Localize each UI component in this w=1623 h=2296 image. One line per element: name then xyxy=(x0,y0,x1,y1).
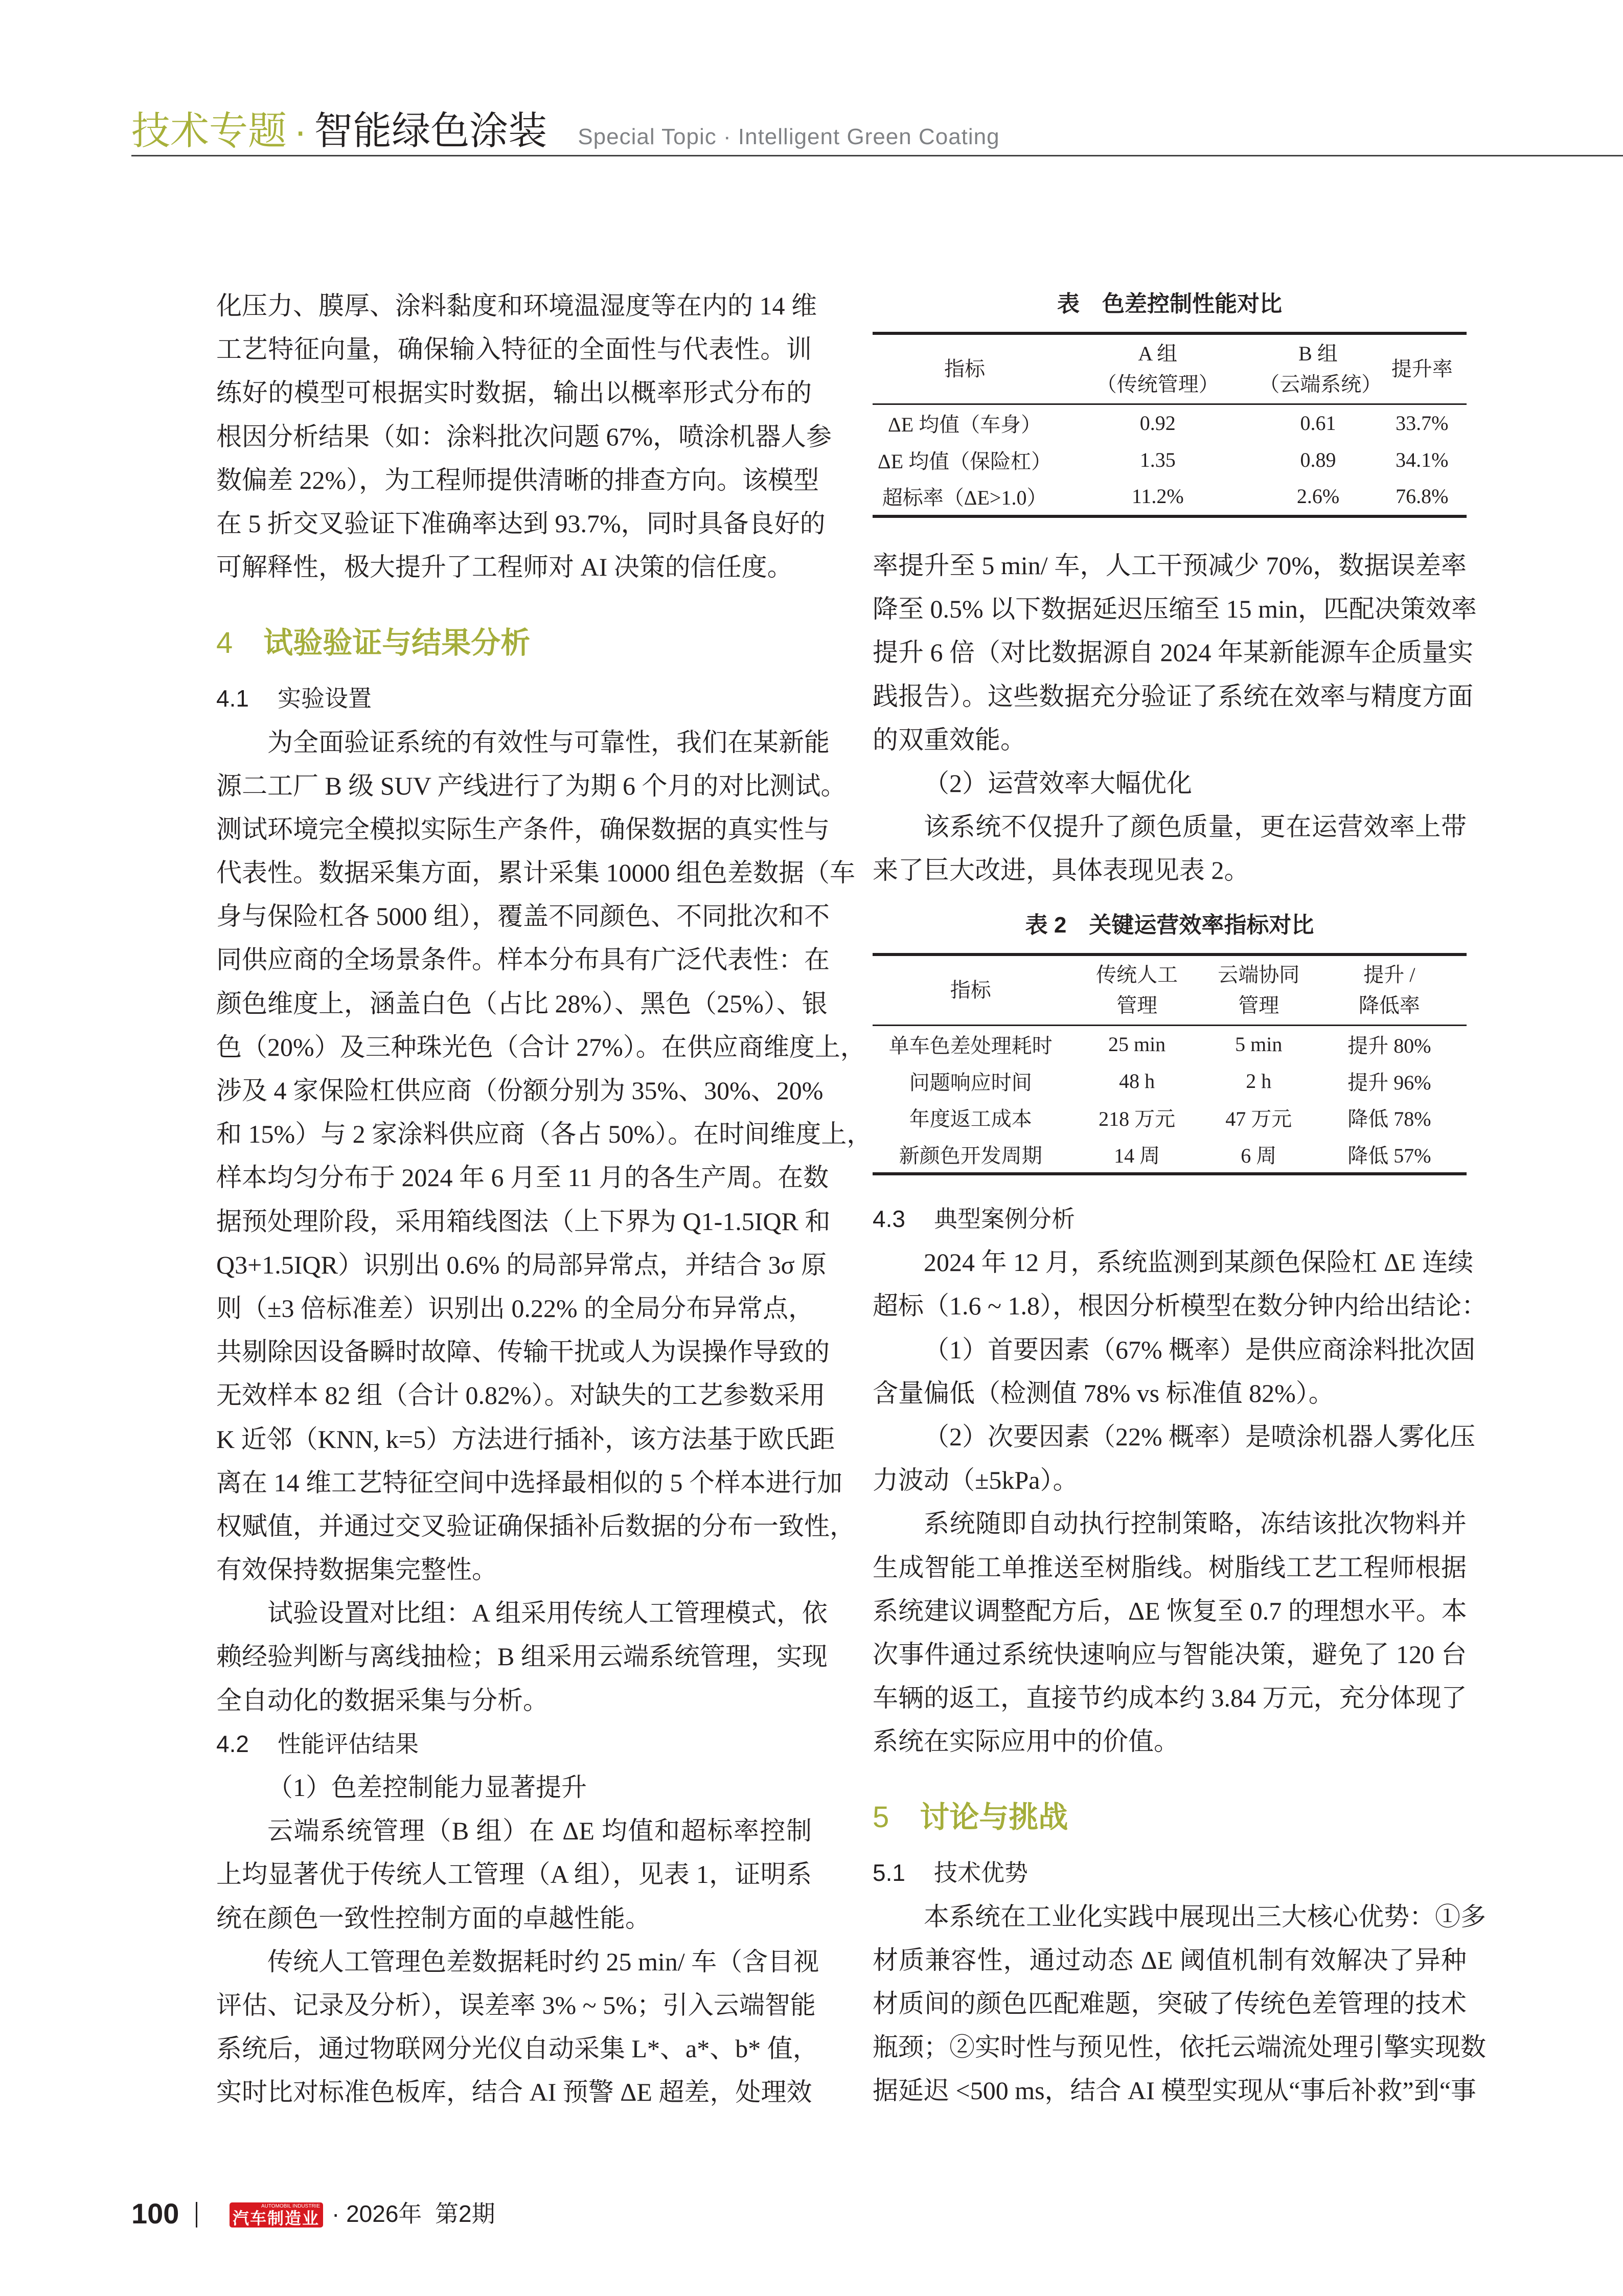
table-cell: 提升 96% xyxy=(1347,1071,1431,1094)
table-cell: 14 周 xyxy=(1114,1144,1160,1167)
column-header: 提升 / 降低率 xyxy=(1358,963,1420,1017)
column-header: 提升率 xyxy=(1391,357,1453,380)
text-line: 实时比对标准色板库，结合 AI 预警 ΔE 超差，处理效 xyxy=(216,2078,812,2107)
paragraph xyxy=(216,721,873,1592)
text-line: 统在颜色一致性控制方面的卓越性能。 xyxy=(216,1903,651,1933)
paragraph xyxy=(216,1766,812,1809)
text-line: 系统建议调整配方后，ΔE 恢复至 0.7 的理想水平。本 xyxy=(873,1596,1467,1625)
subsection-heading xyxy=(873,1197,1467,1241)
paragraph xyxy=(873,1415,1476,1502)
text-line: 材质兼容性，通过动态 ΔE 阈值机制有效解决了异种 xyxy=(873,1945,1467,1974)
text-line: （2）运营效率大幅优化 xyxy=(924,768,1192,798)
text-line: 系统后，通过物联网分光仪自动采集 L*、a*、b* 值， xyxy=(216,2034,818,2063)
table-cell: 新颜色开发周期 xyxy=(899,1144,1042,1167)
column-header: 传统人工 管理 xyxy=(1096,963,1178,1017)
subsection-title: 技术优势 xyxy=(933,1859,1028,1886)
text-line: 无效样本 82 组（合计 0.82%）。对缺失的工艺参数采用 xyxy=(216,1381,826,1410)
text-line: 的双重效能。 xyxy=(873,725,1026,754)
subsection-heading xyxy=(873,1851,1467,1895)
text-line: 化压力、膜厚、涂料黏度和环境温湿度等在内的 14 维 xyxy=(216,291,817,320)
table-cell: 47 万元 xyxy=(1225,1107,1292,1131)
text-line: 身与保险杠各 5000 组），覆盖不同颜色、不同批次和不 xyxy=(216,902,830,931)
subsection-title: 实验设置 xyxy=(277,685,372,712)
table-cell: ΔE 均值（保险杠） xyxy=(878,449,1052,473)
subsection-number: 4.1 xyxy=(216,685,249,712)
table-cell: 0.61 xyxy=(1300,412,1336,435)
text-line: 率提升至 5 min/ 车，人工干预减少 70%，数据误差率 xyxy=(873,551,1467,580)
table-caption: 表 色差控制性能对比 xyxy=(1057,291,1282,316)
text-line: 共剔除因设备瞬时故障、传输干扰或人为误操作导致的 xyxy=(216,1337,830,1367)
table-caption: 表 2 关键运营效率指标对比 xyxy=(1025,913,1314,938)
table-1 xyxy=(873,282,1467,518)
text-line: 试验设置对比组：A 组采用传统人工管理模式，依 xyxy=(267,1599,828,1628)
text-line: Q3+1.5IQR）识别出 0.6% 的局部异常点，并结合 3σ 原 xyxy=(216,1250,827,1279)
section-title: 讨论与挑战 xyxy=(920,1801,1068,1834)
paragraph xyxy=(873,762,1467,805)
english-topic: Special Topic · Intelligent Green Coating xyxy=(578,124,1000,149)
table-cell: 0.92 xyxy=(1139,412,1176,435)
text-line: 赖经验判断与离线抽检；B 组采用云端系统管理，实现 xyxy=(216,1642,828,1671)
column-header: A 组 （传统管理） xyxy=(1096,342,1219,396)
text-line: 材质间的颜色匹配难题，突破了传统色差管理的技术 xyxy=(873,1989,1467,2018)
text-line: （1）色差控制能力显著提升 xyxy=(267,1773,587,1802)
table-cell: 提升 80% xyxy=(1347,1034,1431,1058)
column-header: B 组 （云端系统） xyxy=(1259,342,1382,396)
issue-info: · 2026年 第2期 xyxy=(332,2200,495,2227)
logo-chinese: 汽车制造业 xyxy=(233,2209,320,2227)
subsection-title: 典型案例分析 xyxy=(933,1206,1075,1232)
paragraph xyxy=(216,1809,812,1940)
table-row xyxy=(873,478,1467,516)
paragraph xyxy=(216,1940,819,2115)
text-line: （2）次要因素（22% 概率）是喷涂机器人雾化压 xyxy=(924,1422,1476,1451)
paragraph xyxy=(216,1592,828,1722)
text-line: 瓶颈；②实时性与预见性，依托云端流处理引擎实现数 xyxy=(873,2033,1486,2062)
text-line: 同供应商的全场景条件。样本分布具有广泛代表性：在 xyxy=(216,945,830,974)
text-line: 有效保持数据集完整性。 xyxy=(216,1555,497,1584)
text-line: 该系统不仅提升了颜色质量，更在运营效率上带 xyxy=(924,812,1467,842)
text-line: K 近邻（KNN, k=5）方法进行插补，该方法基于欧氏距 xyxy=(216,1424,835,1453)
text-line: 颜色维度上，涵盖白色（占比 28%）、黑色（25%）、银 xyxy=(216,989,828,1018)
logo-english: AUTOMOBIL INDUSTRIE xyxy=(261,2203,320,2209)
paragraph xyxy=(873,1502,1467,1763)
text-line: 权赋值，并通过交叉验证确保插补后数据的分布一致性， xyxy=(216,1511,855,1540)
text-line: 来了巨大改进，具体表现见表 2。 xyxy=(873,856,1250,885)
text-line: 云端系统管理（B 组）在 ΔE 均值和超标率控制 xyxy=(267,1816,812,1846)
subsection-heading xyxy=(216,677,812,720)
text-line: 上均显著优于传统人工管理（A 组），见表 1，证明系 xyxy=(216,1860,812,1889)
text-line: 根因分析结果（如：涂料批次问题 67%，喷涂机器人参 xyxy=(216,422,832,451)
paragraph xyxy=(873,805,1467,892)
table-cell: 5 min xyxy=(1235,1033,1283,1056)
table-2 xyxy=(873,903,1467,1175)
table-cell: 33.7% xyxy=(1396,412,1449,435)
text-line: 测试环境完全模拟实际生产条件，确保数据的真实性与 xyxy=(216,814,830,844)
section-number: 4 xyxy=(216,626,233,660)
left-column xyxy=(216,284,873,2115)
subsection-heading xyxy=(216,1722,812,1766)
table-cell: 超标率（ΔE>1.0） xyxy=(882,486,1047,510)
right-column-text-b xyxy=(873,1197,1488,2113)
section-heading xyxy=(216,615,812,671)
right-column-text-a xyxy=(873,544,1477,893)
paragraph xyxy=(873,1895,1486,2113)
separator-dot: · xyxy=(294,109,307,153)
text-line: 数偏差 22%），为工程师提供清晰的排查方向。该模型 xyxy=(216,465,819,494)
table-cell: 11.2% xyxy=(1131,485,1184,508)
column-header: 指标 xyxy=(950,979,991,1002)
table-cell: 25 min xyxy=(1108,1033,1166,1056)
text-line: 评估、记录及分析），误差率 3% ~ 5%；引入云端智能 xyxy=(216,1990,816,2019)
text-line: （1）首要因素（67% 概率）是供应商涂料批次固 xyxy=(924,1335,1476,1364)
text-line: 力波动（±5kPa）。 xyxy=(873,1466,1079,1495)
text-line: 生成智能工单推送至树脂线。树脂线工艺工程师根据 xyxy=(873,1553,1467,1582)
table-row xyxy=(873,1026,1467,1063)
text-line: 传统人工管理色差数据耗时约 25 min/ 车（含目视 xyxy=(267,1947,819,1976)
table-cell: 1.35 xyxy=(1139,448,1176,471)
text-line: 在 5 折交叉验证下准确率达到 93.7%，同时具备良好的 xyxy=(216,509,826,538)
text-line: 练好的模型可根据实时数据，输出以概率形式分布的 xyxy=(216,378,812,407)
table-header-row xyxy=(873,954,1467,1026)
text-line: 样本均匀分布于 2024 年 6 月至 11 月的各生产周。在数 xyxy=(216,1163,829,1192)
text-line: 据预处理阶段，采用箱线图法（上下界为 Q1-1.5IQR 和 xyxy=(216,1207,831,1236)
text-line: 本系统在工业化实践中展现出三大核心优势：①多 xyxy=(924,1902,1486,1931)
section-heading xyxy=(873,1789,1467,1846)
table-cell: 单车色差处理耗时 xyxy=(888,1034,1053,1058)
text-line: 代表性。数据采集方面，累计采集 10000 组色差数据（车 xyxy=(216,858,855,888)
paragraph xyxy=(873,1241,1488,1328)
header-rule xyxy=(131,155,1623,156)
text-line: 源二工厂 B 级 SUV 产线进行了为期 6 个月的对比测试。 xyxy=(216,771,847,800)
table-header-row xyxy=(873,333,1467,404)
text-line: 全自动化的数据采集与分析。 xyxy=(216,1686,548,1715)
subsection-number: 5.1 xyxy=(873,1859,905,1886)
text-line: 色（20%）及三种珠光色（合计 27%）。在供应商维度上， xyxy=(216,1032,866,1061)
table-cell: 降低 57% xyxy=(1347,1144,1431,1167)
text-line: 超标（1.6 ~ 1.8），根因分析模型在数分钟内给出结论： xyxy=(873,1291,1488,1321)
text-line: 则（±3 倍标准差）识别出 0.22% 的全局分布异常点， xyxy=(216,1293,814,1323)
text-line: 离在 14 维工艺特征空间中选择最相似的 5 个样本进行加 xyxy=(216,1468,842,1497)
text-line: 降至 0.5% 以下数据延迟压缩至 15 min，匹配决策效率 xyxy=(873,595,1477,624)
text-line: 系统随即自动执行控制策略，冻结该批次物料并 xyxy=(924,1509,1467,1538)
table-row xyxy=(873,1099,1467,1136)
table-row xyxy=(873,442,1467,479)
table-cell: 2.6% xyxy=(1296,485,1340,508)
text-line: 系统在实际应用中的价值。 xyxy=(873,1727,1179,1756)
table-cell: ΔE 均值（车身） xyxy=(888,413,1042,437)
footer-divider xyxy=(196,2202,197,2227)
column-header: 云端协同 管理 xyxy=(1218,963,1300,1017)
text-line: 提升 6 倍（对比数据源自 2024 年某新能源车企质量实 xyxy=(873,638,1473,667)
text-line: 和 15%）与 2 家涂料供应商（各占 50%）。在时间维度上， xyxy=(216,1120,873,1149)
table-cell: 2 h xyxy=(1246,1069,1272,1093)
magazine-logo xyxy=(230,2202,323,2227)
table-cell: 48 h xyxy=(1119,1069,1155,1093)
subsection-title: 性能评估结果 xyxy=(277,1730,419,1757)
section-number: 5 xyxy=(873,1801,889,1834)
table-row xyxy=(873,1136,1467,1174)
topic-title: 智能绿色涂装 xyxy=(314,109,547,153)
section-title: 试验验证与结果分析 xyxy=(263,626,531,660)
paragraph xyxy=(216,284,832,589)
section-label: 技术专题 xyxy=(131,109,287,153)
table-cell: 218 万元 xyxy=(1099,1107,1176,1131)
page-number: 100 xyxy=(131,2197,179,2230)
text-line: 2024 年 12 月，系统监测到某颜色保险杠 ΔE 连续 xyxy=(924,1248,1474,1277)
table-cell: 问题响应时间 xyxy=(909,1071,1032,1094)
table-cell: 降低 78% xyxy=(1347,1107,1431,1131)
text-line: 含量偏低（检测值 78% vs 标准值 82%）。 xyxy=(873,1378,1334,1407)
subsection-number: 4.3 xyxy=(873,1206,905,1232)
column-header: 指标 xyxy=(944,357,986,380)
text-line: 可解释性，极大提升了工程师对 AI 决策的信任度。 xyxy=(216,553,793,582)
paragraph xyxy=(873,544,1477,762)
table-cell: 6 周 xyxy=(1241,1144,1277,1167)
table-cell: 34.1% xyxy=(1396,448,1449,471)
table-row xyxy=(873,1063,1467,1100)
subsection-number: 4.2 xyxy=(216,1730,249,1757)
table-cell: 0.89 xyxy=(1300,448,1336,471)
table-cell: 年度返工成本 xyxy=(909,1107,1032,1131)
text-line: 车辆的返工，直接节约成本约 3.84 万元，充分体现了 xyxy=(873,1684,1467,1713)
running-header xyxy=(131,100,1000,151)
text-line: 据延迟 <500 ms，结合 AI 模型实现从“事后补救”到“事 xyxy=(873,2076,1476,2105)
text-line: 次事件通过系统快速响应与智能决策，避免了 120 台 xyxy=(873,1640,1467,1669)
table-cell: 76.8% xyxy=(1396,485,1449,508)
table-row xyxy=(873,404,1467,442)
paragraph xyxy=(873,1328,1476,1415)
text-line: 为全面验证系统的有效性与可靠性，我们在某新能 xyxy=(267,728,830,757)
text-line: 工艺特征向量，确保输入特征的全面性与代表性。训 xyxy=(216,335,812,364)
text-line: 践报告）。这些数据充分验证了系统在效率与精度方面 xyxy=(873,681,1473,711)
text-line: 涉及 4 家保险杠供应商（份额分别为 35%、30%、20% xyxy=(216,1076,824,1105)
